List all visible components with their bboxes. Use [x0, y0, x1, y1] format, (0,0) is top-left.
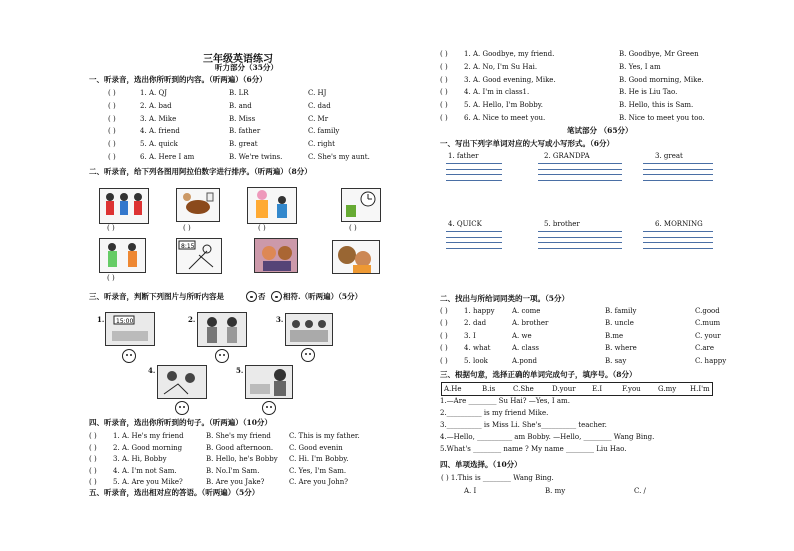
w2-number: 4.	[464, 344, 471, 353]
w2-option-a[interactable]: A. come	[512, 307, 541, 315]
w1-writing-line[interactable]	[643, 231, 713, 232]
picture-three-kids	[285, 313, 333, 346]
sec1-option-b[interactable]: B. father	[229, 127, 261, 136]
sec4-option-b[interactable]: B. Good afternoon.	[206, 443, 274, 452]
sec4-answer-paren[interactable]: ( )	[89, 432, 97, 440]
sec1-option-c[interactable]: C. HJ	[308, 89, 327, 97]
sec1-option-b[interactable]: B. LR	[229, 89, 249, 97]
w2-option-a[interactable]: A.pond	[512, 356, 537, 365]
sec5-option-a[interactable]: A. Good evening, Mike.	[473, 75, 556, 84]
sec5-answer-paren[interactable]: ( )	[440, 101, 448, 110]
sec4-option-a[interactable]: A. Good morning	[122, 443, 183, 452]
sec1-option-c[interactable]: C. dad	[308, 101, 331, 110]
w2-given-word: what	[473, 344, 491, 353]
w2-option-c[interactable]: C.good	[695, 307, 720, 315]
sec1-option-c[interactable]: C. Mr	[308, 114, 329, 123]
w4-option-b[interactable]: B. my	[545, 487, 566, 495]
w1-word: 5. brother	[544, 220, 580, 228]
w2-answer-paren[interactable]: ( )	[440, 307, 448, 315]
w1-writing-line[interactable]	[643, 248, 713, 249]
sec5-option-a[interactable]: A. No, I'm Su Hai.	[473, 62, 538, 71]
w1-heading: 一、写出下列字单词对应的大写或小写形式。（6分）	[440, 139, 614, 148]
w3-sentence[interactable]: 2.__________ is my friend Mike.	[440, 409, 549, 417]
sec5-number: 6.	[464, 114, 471, 122]
sec5-option-b[interactable]: B. Hello, this is Sam.	[619, 101, 694, 110]
sec4-number: 1.	[113, 432, 120, 440]
w1-writing-line[interactable]	[446, 174, 502, 175]
sec1-option-a[interactable]: A. Here I am	[149, 153, 195, 161]
sec5-answer-paren[interactable]: ( )	[440, 88, 448, 97]
w2-answer-paren[interactable]: ( )	[440, 356, 448, 365]
sec4-number: 2.	[113, 443, 120, 452]
w1-writing-line[interactable]	[538, 169, 622, 170]
w1-writing-line[interactable]	[643, 169, 713, 170]
sec5-option-b[interactable]: B. Goodbye, Mr Green	[619, 50, 699, 58]
w2-heading: 二、找出与所给词同类的一项。（5分）	[440, 294, 569, 303]
w4-option-a[interactable]: A. I	[464, 487, 477, 495]
sec4-option-b[interactable]: B. Are you Jake?	[206, 478, 265, 486]
w2-number: 2.	[464, 319, 471, 328]
w2-option-c[interactable]: C. your	[695, 331, 721, 340]
sec4-option-c[interactable]: C. Good evenin	[289, 443, 343, 452]
sec1-number: 4.	[140, 127, 147, 136]
w2-option-b[interactable]: B. family	[605, 307, 637, 315]
w1-word: 1. father	[448, 152, 479, 160]
w3-sentence[interactable]: 4.—Hello, __________ am Bobby. —Hello, ________ Wang Bing.	[440, 433, 655, 441]
w1-writing-line[interactable]	[538, 174, 622, 175]
w2-option-a[interactable]: A. class	[512, 344, 540, 353]
w1-writing-line[interactable]	[643, 163, 713, 164]
sec2-paren-1[interactable]: ( )	[107, 224, 115, 232]
w1-writing-line[interactable]	[446, 248, 502, 249]
w2-option-a[interactable]: A. we	[512, 331, 532, 340]
sec5-option-a[interactable]: A. Nice to meet you.	[473, 114, 546, 122]
sec3-label-4: 4.	[148, 366, 156, 375]
svg-text:8:15: 8:15	[181, 243, 195, 250]
w1-writing-line[interactable]	[643, 174, 713, 175]
w1-word: 2. GRANDPA	[544, 152, 590, 160]
w2-given-word: I	[473, 331, 476, 340]
sec5-answer-paren[interactable]: ( )	[440, 62, 448, 71]
sec3-label-1: 1.	[97, 315, 105, 324]
w1-writing-line[interactable]	[643, 242, 713, 243]
sec4-option-b[interactable]: B. No.I'm Sam.	[206, 466, 260, 475]
sec1-option-a[interactable]: A. friend	[149, 127, 180, 136]
sec1-option-b[interactable]: B. We're twins.	[229, 153, 283, 161]
picture-waving	[99, 238, 146, 273]
w3-sentence[interactable]: 5.What's ________ name ? My name ________ Liu Hao.	[440, 445, 627, 453]
sec5-option-b[interactable]: B. Yes, I am	[619, 62, 661, 71]
sec1-number: 6.	[140, 153, 147, 161]
sec5-option-a[interactable]: A. Goodbye, my friend.	[473, 50, 555, 58]
w2-option-b[interactable]: B.me	[605, 331, 624, 340]
w1-writing-line[interactable]	[446, 163, 502, 164]
sec1-number: 3.	[140, 114, 147, 123]
w3-option: D.your	[552, 385, 576, 393]
sec4-heading: 四、听录音，选出你所听到的句子。（听两遍）（10分）	[89, 418, 272, 427]
sec5-heading: 五、听录音，选出相对应的答语。（听两遍）（5分）	[89, 488, 260, 497]
sec2-heading: 二、听录音，给下列各图用阿拉伯数字进行排序。（听两遍）（8分）	[89, 167, 312, 176]
sec5-number: 3.	[464, 75, 471, 84]
w2-option-b[interactable]: B. uncle	[605, 319, 634, 328]
answer-face-icon-3[interactable]	[301, 348, 315, 362]
sec4-option-c[interactable]: C. Hi. I'm Bobby.	[289, 455, 349, 463]
sec4-option-b[interactable]: B. Hello, he's Bobby	[206, 455, 278, 463]
w3-sentence[interactable]: 3.__________ is Miss Li. She's__________ teacher.	[440, 421, 607, 429]
sec3-label-5: 5.	[236, 366, 244, 375]
sec4-answer-paren[interactable]: ( )	[89, 443, 97, 452]
w2-option-a[interactable]: A. brother	[512, 319, 549, 328]
sec5-number: 1.	[464, 50, 471, 58]
sec4-number: 4.	[113, 466, 120, 475]
sec4-number: 5.	[113, 478, 120, 486]
sec4-answer-paren[interactable]: ( )	[89, 478, 97, 486]
sec5-number: 4.	[464, 88, 471, 97]
sec1-option-a[interactable]: A. quick	[149, 140, 178, 149]
w3-option: A.He	[444, 385, 462, 393]
w2-given-word: look	[473, 356, 488, 365]
w2-answer-paren[interactable]: ( )	[440, 319, 448, 328]
sec3-heading-a: 三、听录音，判断下列图片与所听内容是	[89, 292, 224, 301]
picture-kids-playing	[157, 365, 207, 399]
picture-granny	[254, 238, 298, 273]
w1-writing-line[interactable]	[538, 231, 622, 232]
w1-writing-line[interactable]	[538, 180, 622, 181]
sec1-answer-paren[interactable]: ( )	[108, 114, 116, 123]
smile-face-icon	[246, 291, 257, 302]
picture-twins	[99, 188, 149, 224]
w2-number: 5.	[464, 356, 471, 365]
w1-writing-line[interactable]	[446, 169, 502, 170]
sec4-option-a[interactable]: A. He's my friend	[122, 432, 184, 440]
sec2-paren-2[interactable]: ( )	[183, 224, 191, 232]
w4-heading: 四、单项选择。（10分）	[440, 460, 522, 469]
w2-option-c[interactable]: C.mum	[695, 319, 721, 328]
w1-writing-line[interactable]	[446, 180, 502, 181]
sec5-option-b[interactable]: B. He is Liu Tao.	[619, 88, 678, 97]
w3-option: G.my	[658, 385, 677, 393]
sec5-answer-paren[interactable]: ( )	[440, 75, 448, 84]
sec1-option-c[interactable]: C. right	[308, 140, 335, 149]
w1-writing-line[interactable]	[643, 180, 713, 181]
w1-writing-line[interactable]	[446, 231, 502, 232]
sec1-answer-paren[interactable]: ( )	[108, 127, 116, 136]
sec1-answer-paren[interactable]: ( )	[108, 89, 116, 97]
picture-boy-girl	[197, 312, 247, 347]
sec4-option-c[interactable]: C. This is my father.	[289, 432, 360, 440]
w1-writing-line[interactable]	[538, 248, 622, 249]
sad-face-icon	[271, 291, 282, 302]
picture-teacher	[245, 365, 293, 399]
sec5-option-a[interactable]: A. Hello, I'm Bobby.	[473, 101, 544, 110]
sec4-option-a[interactable]: A. Hi, Bobby	[122, 455, 167, 463]
w2-option-b[interactable]: B. say	[605, 356, 627, 365]
sec2-paren-4[interactable]: ( )	[349, 224, 357, 232]
w1-writing-line[interactable]	[446, 242, 502, 243]
sec1-option-b[interactable]: B. great	[229, 140, 258, 149]
sec4-option-c[interactable]: C. Are you John?	[289, 478, 349, 486]
w4-option-c[interactable]: C. /	[634, 487, 646, 495]
sec5-number: 2.	[464, 62, 471, 71]
w1-writing-line[interactable]	[538, 237, 622, 238]
w3-option: H.I'm	[690, 385, 710, 393]
sec1-number: 1.	[140, 89, 147, 97]
sec4-option-a[interactable]: A. I'm not Sam.	[122, 466, 177, 475]
sec1-option-a[interactable]: A. bad	[149, 101, 172, 110]
sec4-option-b[interactable]: B. She's my friend	[206, 432, 271, 440]
w3-word-bank	[441, 382, 713, 396]
sec1-option-a[interactable]: A. QJ	[149, 89, 168, 97]
picture-classroom-clock	[105, 312, 155, 346]
w3-option: F.you	[622, 385, 641, 393]
w2-given-word: dad	[473, 319, 487, 328]
sec1-option-c[interactable]: C. family	[308, 127, 340, 136]
w2-answer-paren[interactable]: ( )	[440, 344, 448, 353]
w3-sentence[interactable]: 1.—Are ________ Su Hai? —Yes, I am.	[440, 397, 570, 405]
written-header: 笔试部分 （65分）	[567, 126, 633, 135]
w1-word: 6. MORNING	[655, 220, 703, 228]
sec3-heading-b: 否	[258, 292, 266, 301]
sec3-label-3: 3.	[276, 315, 284, 324]
sec5-number: 5.	[464, 101, 471, 110]
answer-face-icon-1[interactable]	[122, 349, 136, 363]
w1-writing-line[interactable]	[538, 163, 622, 164]
sec3-label-2: 2.	[188, 315, 196, 324]
sec4-answer-paren[interactable]: ( )	[89, 455, 97, 463]
w2-number: 3.	[464, 331, 471, 340]
w4-question-1[interactable]: ( ) 1.This is ________ Wang Bing.	[441, 474, 554, 482]
listening-header: 听力部分（35分）	[215, 63, 278, 72]
sec1-answer-paren[interactable]: ( )	[108, 101, 116, 110]
w3-option: C.She	[513, 385, 534, 393]
picture-bread	[176, 188, 220, 222]
sec2-paren-3[interactable]: ( )	[258, 224, 266, 232]
w2-option-b[interactable]: B. where	[605, 344, 637, 353]
page-title: 三年级英语练习	[203, 54, 273, 65]
sec1-number: 5.	[140, 140, 147, 149]
sec5-option-a[interactable]: A. I'm in class1.	[473, 88, 530, 97]
sec3-clock-text: 15:00	[116, 318, 134, 325]
sec1-answer-paren[interactable]: ( )	[108, 140, 116, 149]
sec5-option-b[interactable]: B. Nice to meet you too.	[619, 114, 705, 122]
sec3-heading-c: 相符.（听两遍）（5分）	[283, 292, 363, 301]
w3-heading: 三、根据句意，选择正确的单词完成句子，填序号。（8分）	[440, 370, 637, 379]
w3-option: E.I	[592, 385, 603, 393]
sec1-option-a[interactable]: A. Mike	[149, 114, 177, 123]
sec1-option-b[interactable]: B. and	[229, 101, 252, 110]
sec5-option-b[interactable]: B. Good morning, Mike.	[619, 75, 704, 84]
sec4-number: 3.	[113, 455, 120, 463]
w2-given-word: happy	[473, 307, 495, 315]
answer-face-icon-5[interactable]	[262, 401, 276, 415]
picture-clock	[341, 188, 381, 222]
sec2-paren-5[interactable]: ( )	[107, 274, 115, 282]
sec5-answer-paren[interactable]: ( )	[440, 114, 448, 122]
picture-815	[176, 238, 222, 274]
w1-writing-line[interactable]	[446, 237, 502, 238]
sec5-answer-paren[interactable]: ( )	[440, 50, 448, 58]
sec1-number: 2.	[140, 101, 147, 110]
sec4-option-c[interactable]: C. Yes, I'm Sam.	[289, 466, 347, 475]
sec1-option-b[interactable]: B. Miss	[229, 114, 256, 123]
w2-option-c[interactable]: C. happy	[695, 356, 727, 365]
w2-number: 1.	[464, 307, 471, 315]
w1-word: 4. QUICK	[448, 220, 482, 228]
answer-face-icon-4[interactable]	[175, 401, 189, 415]
answer-face-icon-2[interactable]	[215, 349, 229, 363]
w2-option-c[interactable]: C.are	[695, 344, 714, 353]
sec1-option-c[interactable]: C. She's my aunt.	[308, 153, 370, 161]
sec1-answer-paren[interactable]: ( )	[108, 153, 116, 161]
w2-answer-paren[interactable]: ( )	[440, 331, 448, 340]
w3-option: B.is	[482, 385, 496, 393]
w1-writing-line[interactable]	[643, 237, 713, 238]
picture-family	[332, 240, 380, 274]
picture-father-daughter	[247, 187, 297, 224]
w1-writing-line[interactable]	[538, 242, 622, 243]
sec4-option-a[interactable]: A. Are you Mike?	[122, 478, 183, 486]
sec4-answer-paren[interactable]: ( )	[89, 466, 97, 475]
sec1-heading: 一、听录音，选出你所听到的内容。（听两遍）（6分）	[89, 75, 267, 84]
w1-word: 3. great	[655, 152, 683, 160]
